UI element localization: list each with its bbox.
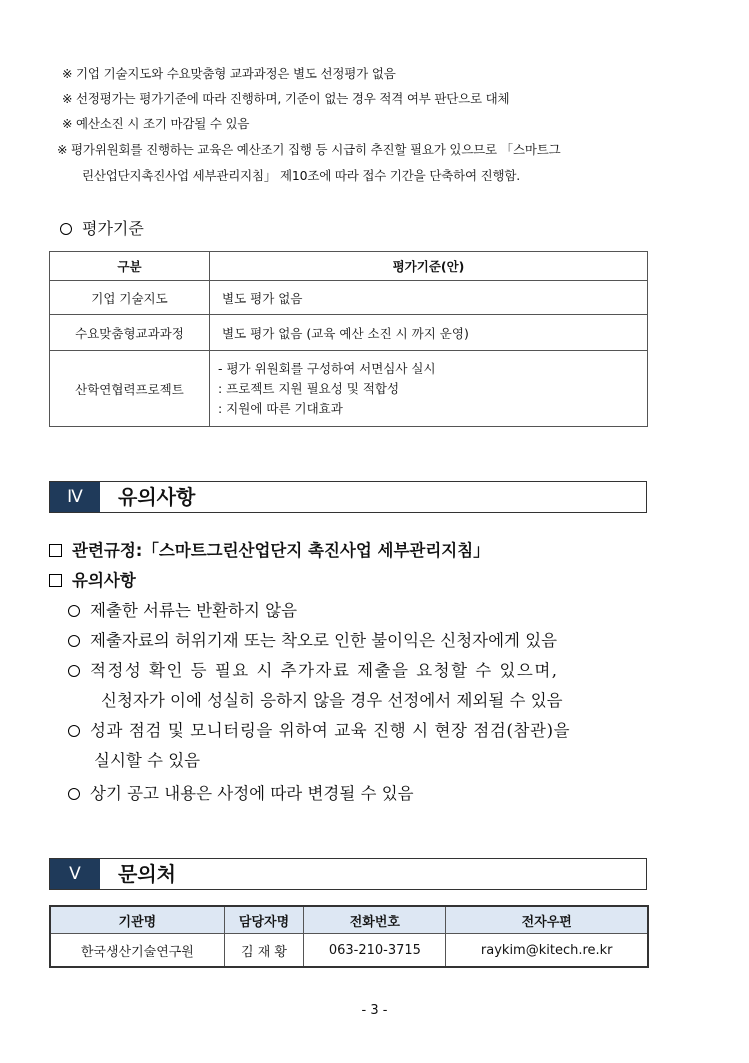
note-4: ※ 평가위원회를 진행하는 교육은 예산조기 집행 등 시급히 추진할 필요가 있으므로 「스마트그 (57, 142, 561, 157)
contact-header-person: 담당자명 (224, 906, 304, 934)
criteria-category: 기업 기술지도 (50, 281, 210, 315)
note-4-cont: 린산업단지촉진사업 세부관리지침」 제10조에 따라 접수 기간을 단축하여 진행함. (82, 168, 520, 183)
circle-bullet-icon (60, 223, 72, 235)
circle-bullet-icon (68, 725, 80, 737)
contact-header-phone: 전화번호 (304, 906, 446, 934)
table-row (50, 934, 648, 968)
notice-item-cont: 신청자가 이에 성실히 응하지 않을 경우 선정에서 제외될 수 있음 (101, 691, 563, 710)
note-1: ※ 기업 기술지도와 수요맞춤형 교과과정은 별도 선정평가 없음 (62, 66, 396, 81)
checkbox-square-icon (49, 574, 62, 587)
contact-header-org: 기관명 (50, 906, 224, 934)
criteria-title: 평가기준 (60, 216, 144, 239)
criteria-header-category: 구분 (50, 252, 210, 281)
criteria-category: 산학연협력프로젝트 (50, 351, 210, 427)
section-4-title: 유의사항 (118, 485, 196, 509)
table-row (50, 315, 648, 351)
contact-phone: 063-210-3715 (304, 934, 446, 968)
notice-heading: 유의사항 (49, 567, 136, 591)
notice-item: 제출한 서류는 반환하지 않음 (68, 597, 297, 621)
page-number: - 3 - (361, 1003, 388, 1018)
contact-email[interactable]: raykim@kitech.re.kr (446, 934, 648, 968)
circle-bullet-icon (68, 665, 80, 677)
circle-bullet-icon (68, 605, 80, 617)
section-4-number: Ⅳ (50, 482, 100, 512)
contact-person: 김 재 황 (224, 934, 304, 968)
notice-item: 적정성 확인 등 필요 시 추가자료 제출을 요청할 수 있으며, (68, 657, 559, 681)
regulation-line: 관련규정:「스마트그린산업단지 촉진사업 세부관리지침」 (49, 537, 490, 561)
table-row (50, 351, 648, 427)
circle-bullet-icon (68, 635, 80, 647)
section-5-heading (49, 858, 647, 890)
notice-item: 상기 공고 내용은 사정에 따라 변경될 수 있음 (68, 780, 414, 804)
criteria-value: - 평가 위원회를 구성하여 서면심사 실시 : 프로젝트 지원 필요성 및 적합성 : 지원에 따른 기대효과 (210, 351, 648, 427)
section-5-number: Ⅴ (50, 859, 100, 889)
table-row (50, 281, 648, 315)
notice-item: 성과 점검 및 모니터링을 위하여 교육 진행 시 현장 점검(참관)을 (68, 717, 570, 741)
checkbox-square-icon (49, 544, 62, 557)
note-3: ※ 예산소진 시 조기 마감될 수 있음 (62, 116, 250, 131)
contact-header-email: 전자우편 (446, 906, 648, 934)
notice-item: 제출자료의 허위기재 또는 착오로 인한 불이익은 신청자에게 있음 (68, 627, 557, 651)
criteria-value: 별도 평가 없음 (교육 예산 소진 시 까지 운영) (210, 315, 648, 351)
criteria-table (49, 251, 648, 427)
criteria-category: 수요맞춤형교과과정 (50, 315, 210, 351)
contact-table (49, 905, 649, 968)
contact-org: 한국생산기술연구원 (50, 934, 224, 968)
section-4-heading (49, 481, 647, 513)
circle-bullet-icon (68, 788, 80, 800)
section-5-title: 문의처 (118, 862, 176, 886)
notice-item-cont: 실시할 수 있음 (94, 751, 201, 770)
criteria-value: 별도 평가 없음 (210, 281, 648, 315)
note-2: ※ 선정평가는 평가기준에 따라 진행하며, 기준이 없는 경우 적격 여부 판단으로 대체 (62, 91, 510, 106)
criteria-header-standard: 평가기준(안) (210, 252, 648, 281)
